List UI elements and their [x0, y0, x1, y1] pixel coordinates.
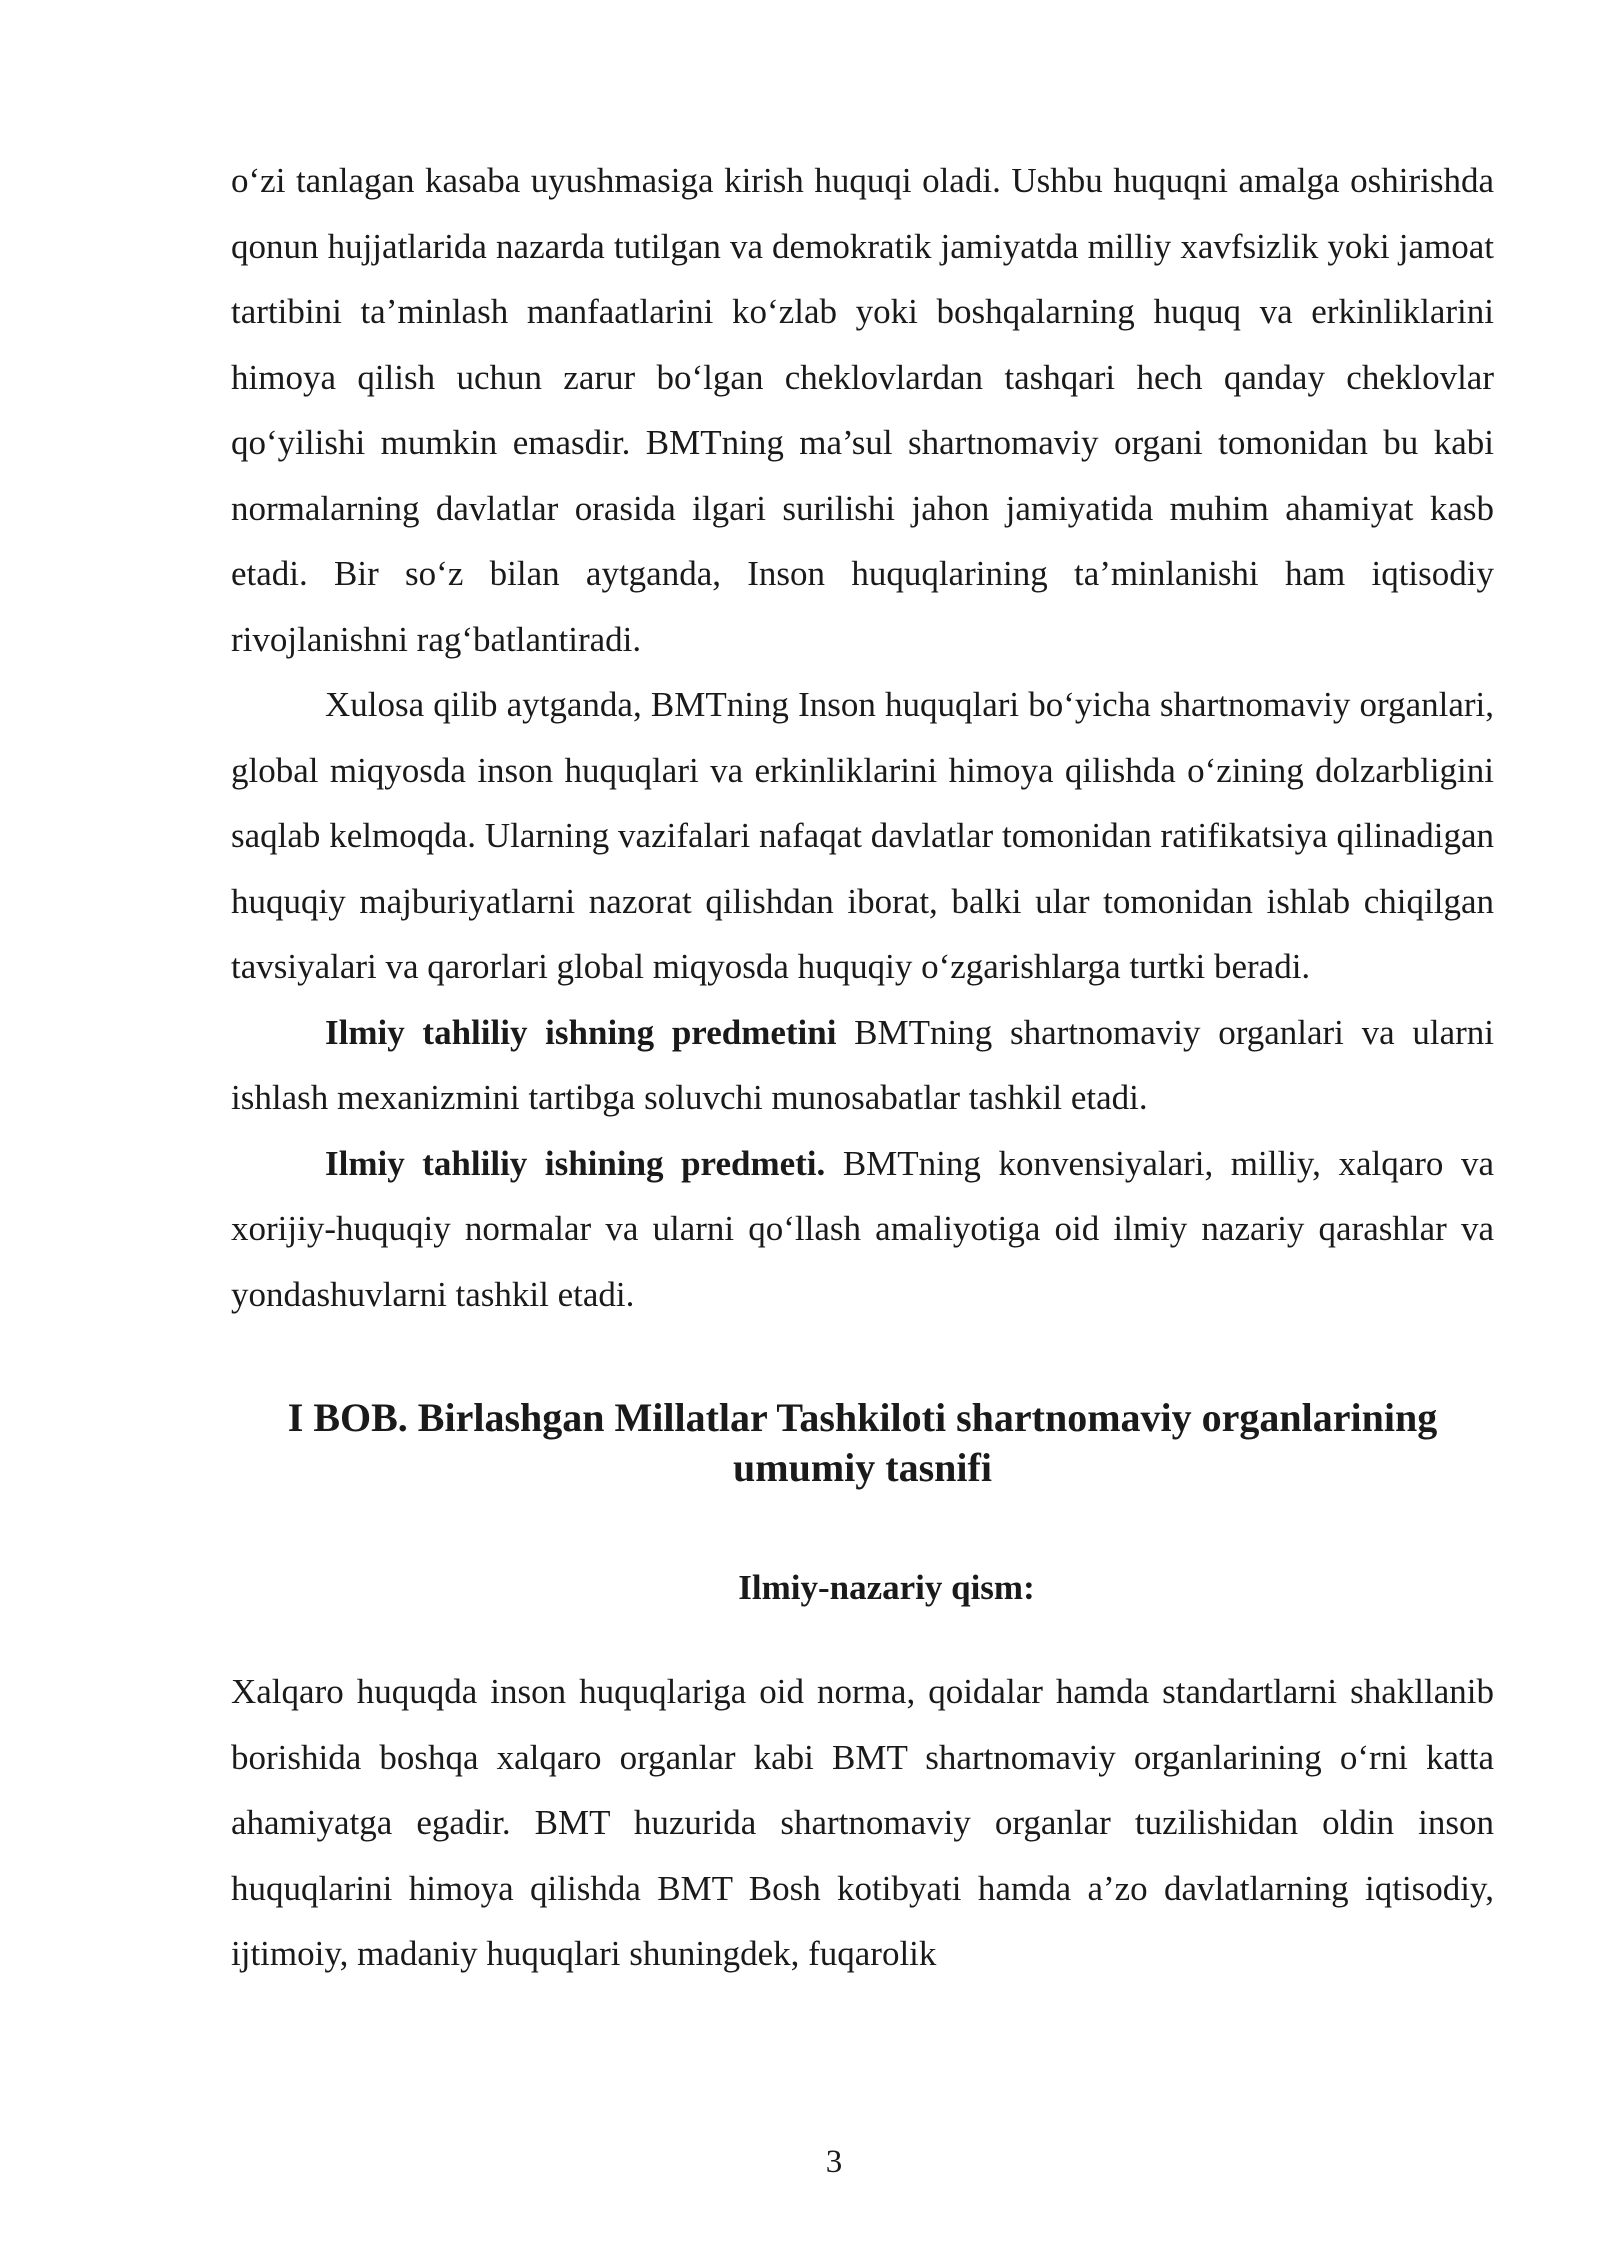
chapter-title-line-1: I BOB. Birlashgan Millatlar Tashkiloti shartnomaviy organlarining [287, 1395, 1438, 1440]
page-content [231, 148, 1494, 1987]
research-object-heading: Ilmiy tahliliy ishining predmeti. [325, 1143, 826, 1183]
chapter-title [231, 1393, 1494, 1493]
section-title: Ilmiy-nazariy qism: [738, 1568, 1035, 1607]
paragraph-conclusion: Xulosa qilib aytganda, BMTning Inson huquqlari bo‘yicha shartnomaviy organlari, global miqyosda inson huquqlari va erkinliklarini himoya qilishda o‘zining dolzarbligini saqlab kelmoqda. Ularning vazifalari nafaqat davlatlar tomonidan ratifikatsiya qilinadigan huquqiy majburiyatlarni nazorat qilishdan iborat, balki ular tomonidan ishlab chiqilgan tavsiyalari va qarorlari global miqyosda huquqiy o‘zgarishlarga turtki beradi. [231, 685, 1494, 986]
research-subject-heading: Ilmiy tahliliy ishning predmetini [325, 1012, 837, 1052]
page-number: 3 [825, 2144, 843, 2180]
paragraph-research-object [231, 1131, 1494, 1328]
chapter-title-line-2: umumiy tasnifi [733, 1445, 992, 1490]
research-subject-text: BMTning shartnomaviy organlari va ularni ishlash mexanizmini tartibga soluvchi munosabatlar tashkil etadi. [231, 1012, 1494, 1117]
research-object-text: BMTning konvensiyalari, milliy, xalqaro va xorijiy-huquqiy normalar va ularni qo‘llash amaliyotiga oid ilmiy nazariy qarashlar va yondashuvlarni tashkil etadi. [231, 1143, 1494, 1314]
paragraph-research-subject [231, 1000, 1494, 1131]
paragraph-international-law: Xalqaro huquqda inson huquqlariga oid norma, qoidalar hamda standartlarni shakllanib borishida boshqa xalqaro organlar kabi BMT shartnomaviy organlarining o‘rni katta ahamiyatga egadir. BMT huzurida shartnomaviy organlar tuzilishidan oldin inson huquqlarini himoya qilishda BMT Bosh kotibyati hamda a’zo davlatlarning iqtisodiy, ijtimoiy, madaniy huquqlari shuningdek, fuqarolik [231, 1672, 1494, 1973]
paragraph-trade-union-rights: o‘zi tanlagan kasaba uyushmasiga kirish huquqi oladi. Ushbu huquqni amalga oshirishda qonun hujjatlarida nazarda tutilgan va demokratik jamiyatda milliy xavfsizlik yoki jamoat tartibini ta’minlash manfaatlarini ko‘zlab yoki boshqalarning huquq va erkinliklarini himoya qilish uchun zarur bo‘lgan cheklovlardan tashqari hech qanday cheklovlar qo‘yilishi mumkin emasdir. BMTning ma’sul shartnomaviy organi tomonidan bu kabi normalarning davlatlar orasida ilgari surilishi jahon jamiyatida muhim ahamiyat kasb etadi. Bir so‘z bilan aytganda, Inson huquqlarining ta’minlanishi ham iqtisodiy rivojlanishni rag‘batlantiradi. [231, 161, 1494, 659]
